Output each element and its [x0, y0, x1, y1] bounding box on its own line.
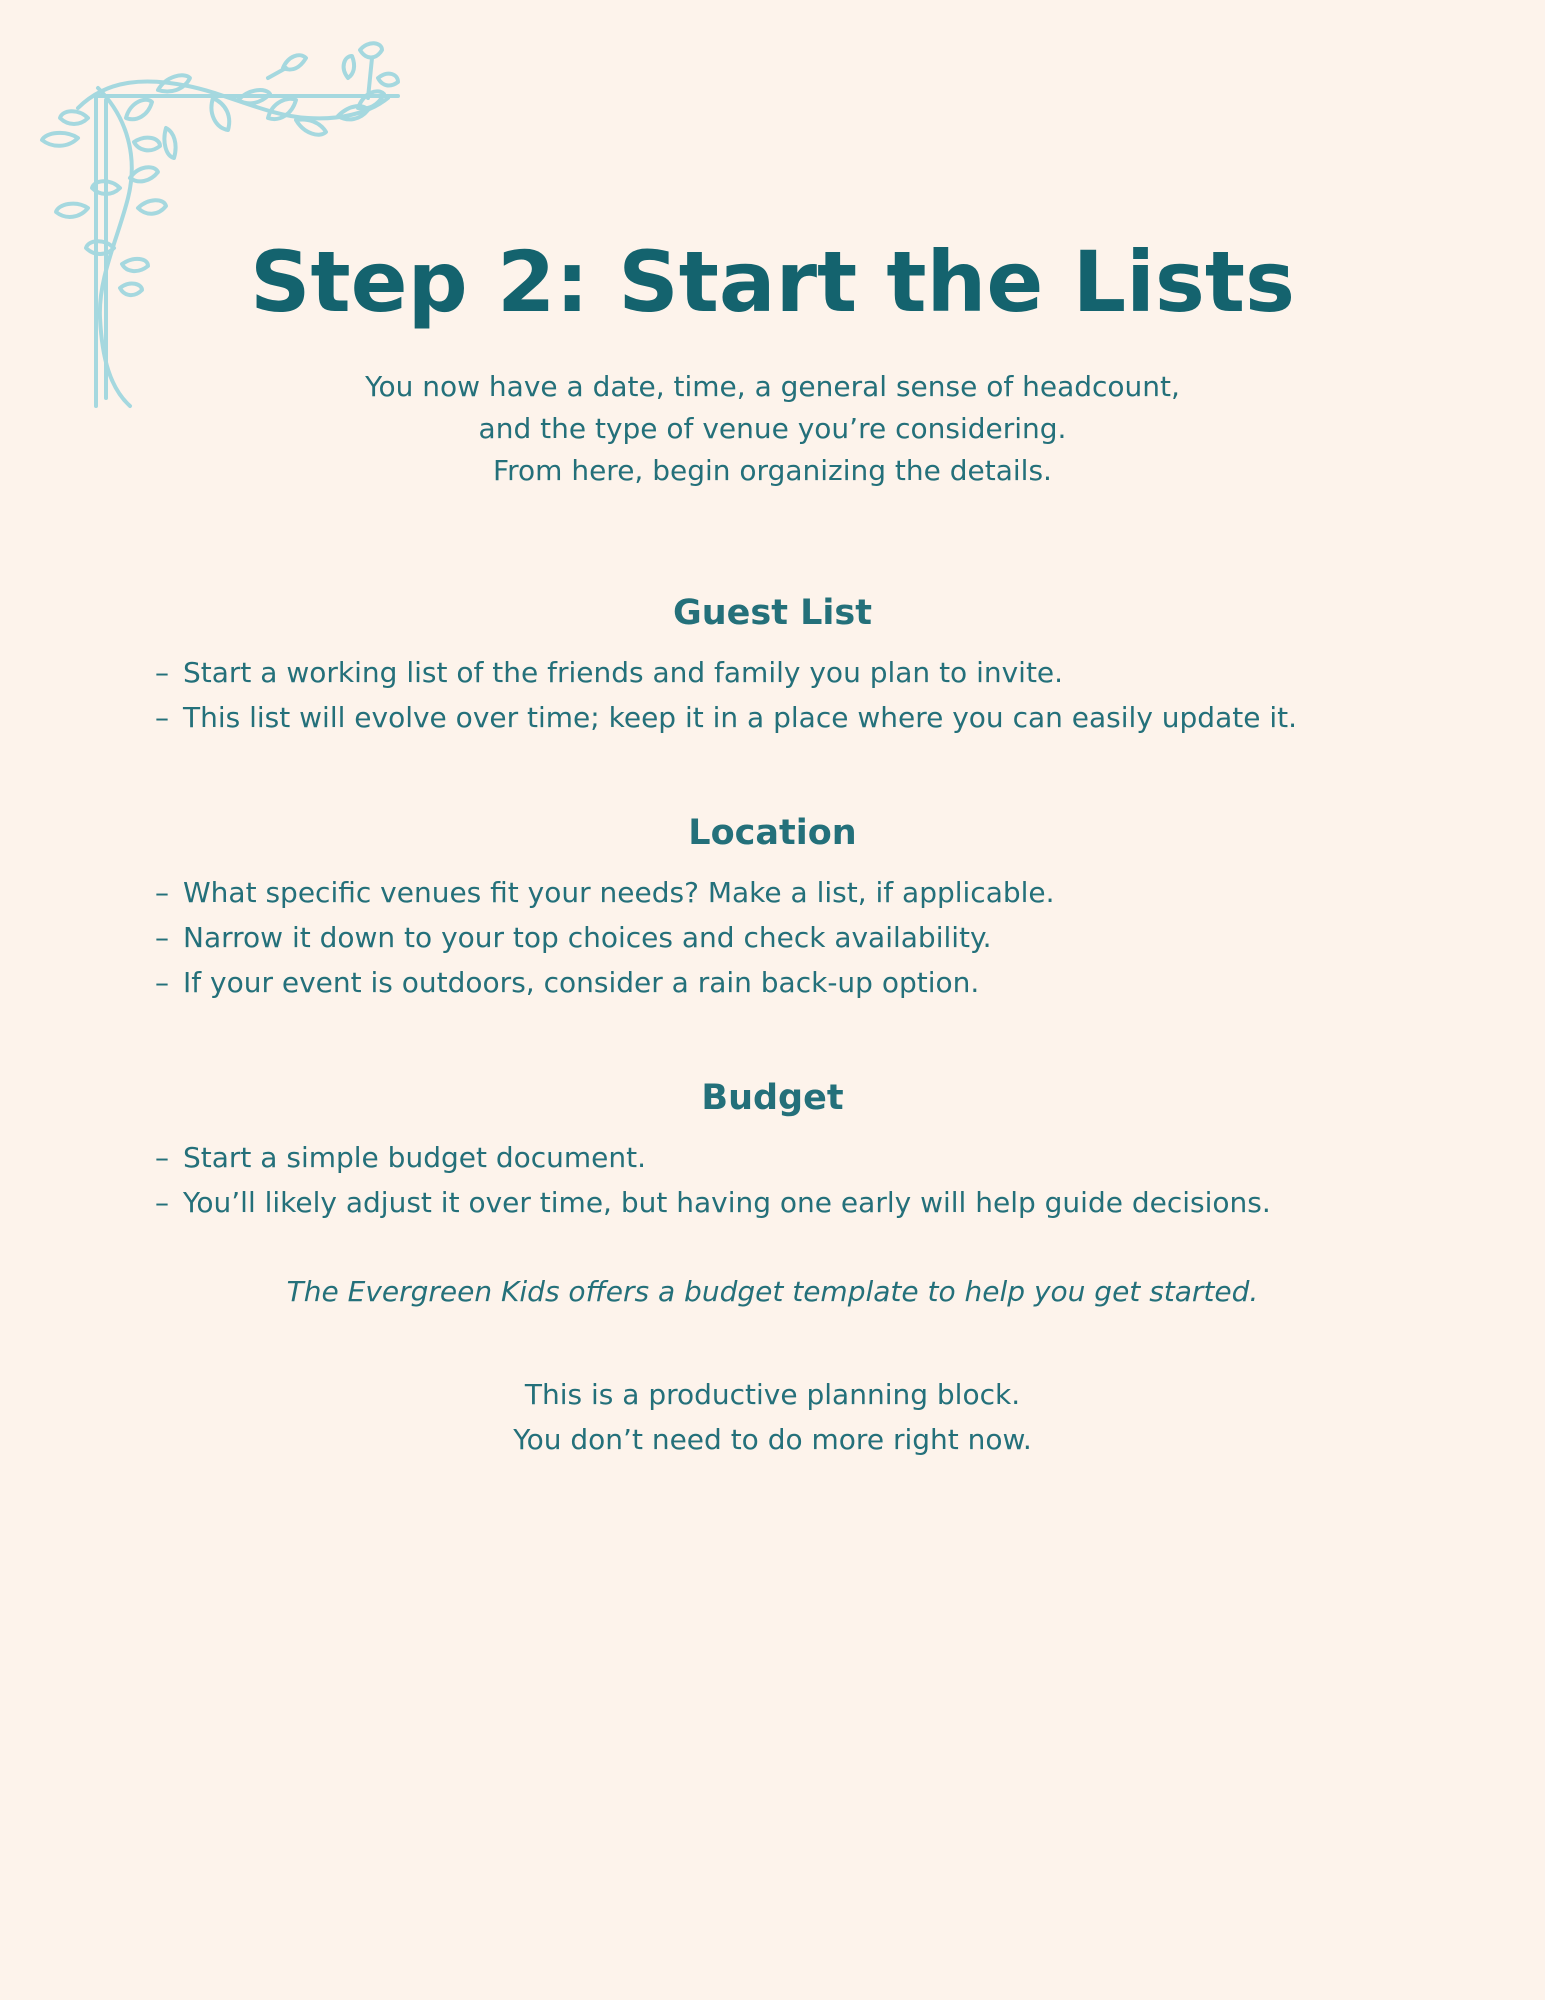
list-item-text: This list will evolve over time; keep it in a place where you can easily update it.: [183, 701, 1297, 734]
list-item-text: You’ll likely adjust it over time, but having one early will help guide decisions.: [183, 1186, 1271, 1219]
bullet-dash: –: [155, 966, 169, 999]
list-item: [155, 650, 1515, 695]
intro-line: and the type of venue you’re considering.: [478, 412, 1067, 445]
list-item-text: What specific venues fit your needs? Make a list, if applicable.: [183, 876, 1055, 909]
page-title: Step 2: Start the Lists: [249, 233, 1296, 331]
location-items: [155, 870, 1515, 1005]
bullet-dash: –: [155, 656, 169, 689]
intro-line: You now have a date, time, a general sense of headcount,: [365, 370, 1180, 403]
closing-line: This is a productive planning block.: [524, 1378, 1021, 1411]
bullet-dash: –: [155, 701, 169, 734]
closing-message: [0, 1372, 1545, 1462]
intro-paragraph: [0, 366, 1545, 492]
list-item: [155, 695, 1515, 740]
budget-template-note: The Evergreen Kids offers a budget template to help you get started.: [286, 1275, 1259, 1308]
list-item-text: Start a working list of the friends and family you plan to invite.: [183, 656, 1064, 689]
list-item-text: Start a simple budget document.: [183, 1141, 647, 1174]
list-item: [155, 960, 1515, 1005]
bullet-dash: –: [155, 1186, 169, 1219]
list-item: [155, 1135, 1515, 1180]
section-heading-location: Location: [688, 813, 857, 853]
list-item-text: Narrow it down to your top choices and check availability.: [183, 921, 992, 954]
leafy-vine-corner-icon: [38, 38, 418, 418]
section-heading-guest-list: Guest List: [673, 593, 872, 633]
section-heading-budget: Budget: [701, 1078, 844, 1118]
budget-items: [155, 1135, 1515, 1225]
intro-line: From here, begin organizing the details.: [493, 454, 1052, 487]
list-item: [155, 870, 1515, 915]
bullet-dash: –: [155, 1141, 169, 1174]
bullet-dash: –: [155, 921, 169, 954]
guest-list-items: [155, 650, 1515, 740]
closing-line: You don’t need to do more right now.: [513, 1423, 1032, 1456]
list-item: [155, 915, 1515, 960]
bullet-dash: –: [155, 876, 169, 909]
list-item-text: If your event is outdoors, consider a rain back-up option.: [183, 966, 980, 999]
list-item: [155, 1180, 1515, 1225]
